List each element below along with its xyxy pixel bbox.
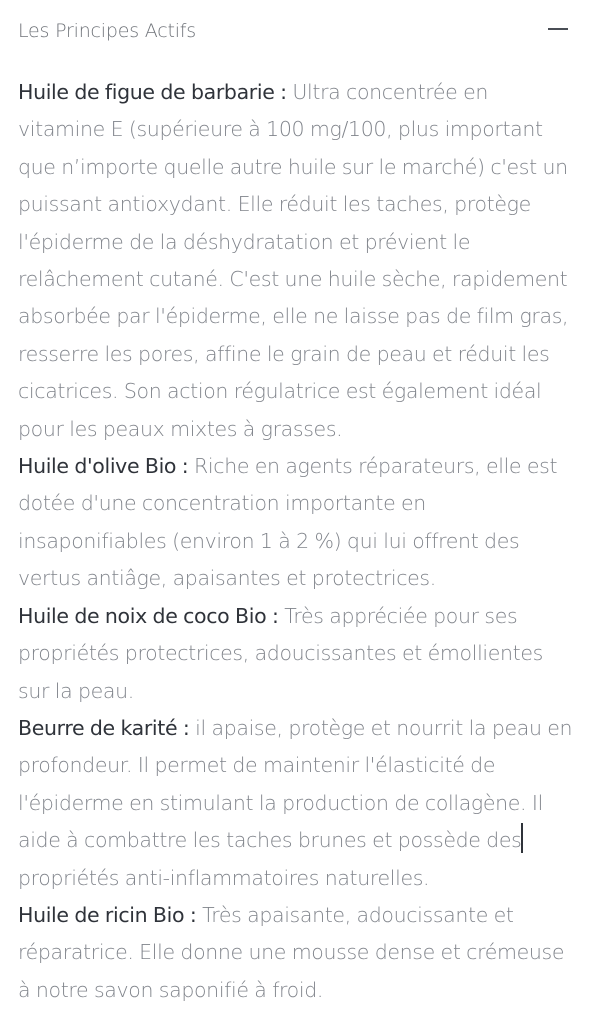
- accordion-content: [0, 46, 614, 1009]
- ingredient-name: Huile d'olive Bio :: [18, 454, 189, 479]
- ingredient-description-continued: propriétés anti-inflammatoires naturelles.: [18, 865, 430, 890]
- ingredient-name: Huile de figue de barbarie :: [18, 80, 287, 104]
- ingredient-description: Ultra concentrée en vitamine E (supérieure à 100 mg/100, plus important que n’importe quelle autre huile sur le marché) c'est un puissant antioxydant. Elle réduit les taches, protège l'épiderme de la déshydratation et prévient le relâchement cutané. C'est une huile sèche, rapidement absorbée par l'épiderme, elle ne laisse pas de film gras, resserre les pores, affine le grain de peau et réduit les cicatrices. Son action régulatrice est également idéal pour les peaux mixtes à grasses.: [18, 80, 569, 441]
- ingredient-description: Très appréciée pour ses propriétés protectrices, adoucissantes et émollientes sur la peau.: [18, 603, 543, 703]
- ingredient-name: Beurre de karité :: [18, 715, 190, 740]
- ingredient-description: Riche en agents réparateurs, elle est dotée d'une concentration importante en insaponifiables (environ 1 à 2 %) qui lui offrent des vertus antiâge, apaisantes et protectrices.: [18, 454, 558, 591]
- ingredient-prickly-pear-oil: [18, 74, 576, 448]
- ingredient-name: Huile de noix de coco Bio :: [18, 603, 279, 628]
- accordion-header[interactable]: [0, 0, 614, 46]
- ingredient-coconut-oil: [18, 598, 576, 710]
- ingredient-shea-butter: [18, 710, 576, 897]
- ingredient-castor-oil: [18, 897, 576, 1009]
- minus-icon[interactable]: [548, 28, 568, 30]
- ingredient-olive-oil: [18, 448, 576, 598]
- ingredient-description: Très apaisante, adoucissante et réparatrice. Elle donne une mousse dense et crémeuse à notre savon saponifié à froid.: [18, 902, 565, 1002]
- accordion-title: Les Principes Actifs: [18, 20, 196, 42]
- ingredient-description: il apaise, protège et nourrit la peau en profondeur. Il permet de maintenir l'élasticité de l'épiderme en stimulant la production de collagène. Il aide à combattre les taches brunes et possède des: [18, 715, 573, 853]
- text-cursor: [521, 823, 523, 853]
- ingredient-name: Huile de ricin Bio :: [18, 902, 197, 927]
